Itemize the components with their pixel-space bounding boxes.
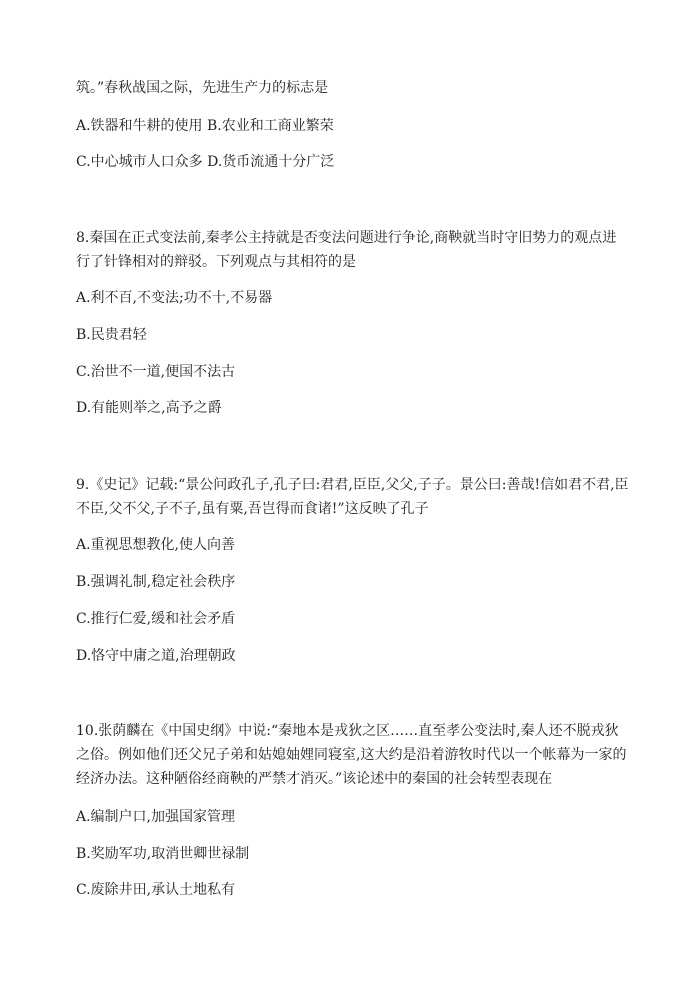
- q8-stem-line-2: 行了针锋相对的辩驳。下列观点与其相符的是: [76, 254, 356, 270]
- q8-option-d: D.有能则举之,高予之爵: [76, 400, 222, 416]
- q9-stem-line-2: 不臣,父不父,子不子,虽有粟,吾岂得而食诸!”这反映了孔子: [76, 501, 429, 517]
- q10-stem: [76, 719, 656, 791]
- q10-stem-line-1: 10.张荫麟在《中国史纲》中说:“秦地本是戎狄之区……直至孝公变法时,秦人还不脱戎狄: [76, 723, 619, 739]
- q8-stem: [76, 226, 656, 274]
- q7-options-row-2: C.中心城市人口众多 D.货币流通十分广泛: [76, 154, 335, 170]
- intro-line: 筑。”春秋战国之际，先进生产力的标志是: [76, 80, 329, 96]
- q8-option-c: C.治世不一道,便国不法古: [76, 364, 236, 380]
- q10-option-c: C.废除井田,承认土地私有: [76, 882, 236, 898]
- q8-option-a: A.利不百,不变法;功不十,不易器: [76, 290, 273, 306]
- q9-option-a: A.重视思想教化,使人向善: [76, 537, 236, 553]
- q10-stem-line-3: 经济办法。这种陋俗经商鞅的严禁才消灭。”该论述中的秦国的社会转型表现在: [76, 771, 553, 787]
- q10-stem-line-2: 之俗。例如他们还父兄子弟和姑媳妯娌同寝室,这大约是沿着游牧时代以一个帐幕为一家的: [76, 747, 627, 763]
- q10-option-a: A.编制户口,加强国家管理: [76, 809, 236, 825]
- q9-stem: [76, 473, 656, 521]
- q9-option-c: C.推行仁爱,缓和社会矛盾: [76, 611, 236, 627]
- q9-option-d: D.恪守中庸之道,治理朝政: [76, 648, 236, 664]
- q10-option-b: B.奖励军功,取消世卿世禄制: [76, 846, 250, 862]
- q9-stem-line-1: 9.《史记》记载:“景公问政孔子,孔子曰:君君,臣臣,父父,子子。景公曰:善哉!信如君不君,臣: [76, 477, 629, 493]
- q7-options-row-1: A.铁器和牛耕的使用 B.农业和工商业繁荣: [76, 118, 334, 134]
- q8-option-b: B.民贵君轻: [76, 327, 147, 343]
- q8-stem-line-1: 8.秦国在正式变法前,秦孝公主持就是否变法问题进行争论,商鞅就当时守旧势力的观点进: [76, 230, 617, 246]
- q9-option-b: B.强调礼制,稳定社会秩序: [76, 574, 236, 590]
